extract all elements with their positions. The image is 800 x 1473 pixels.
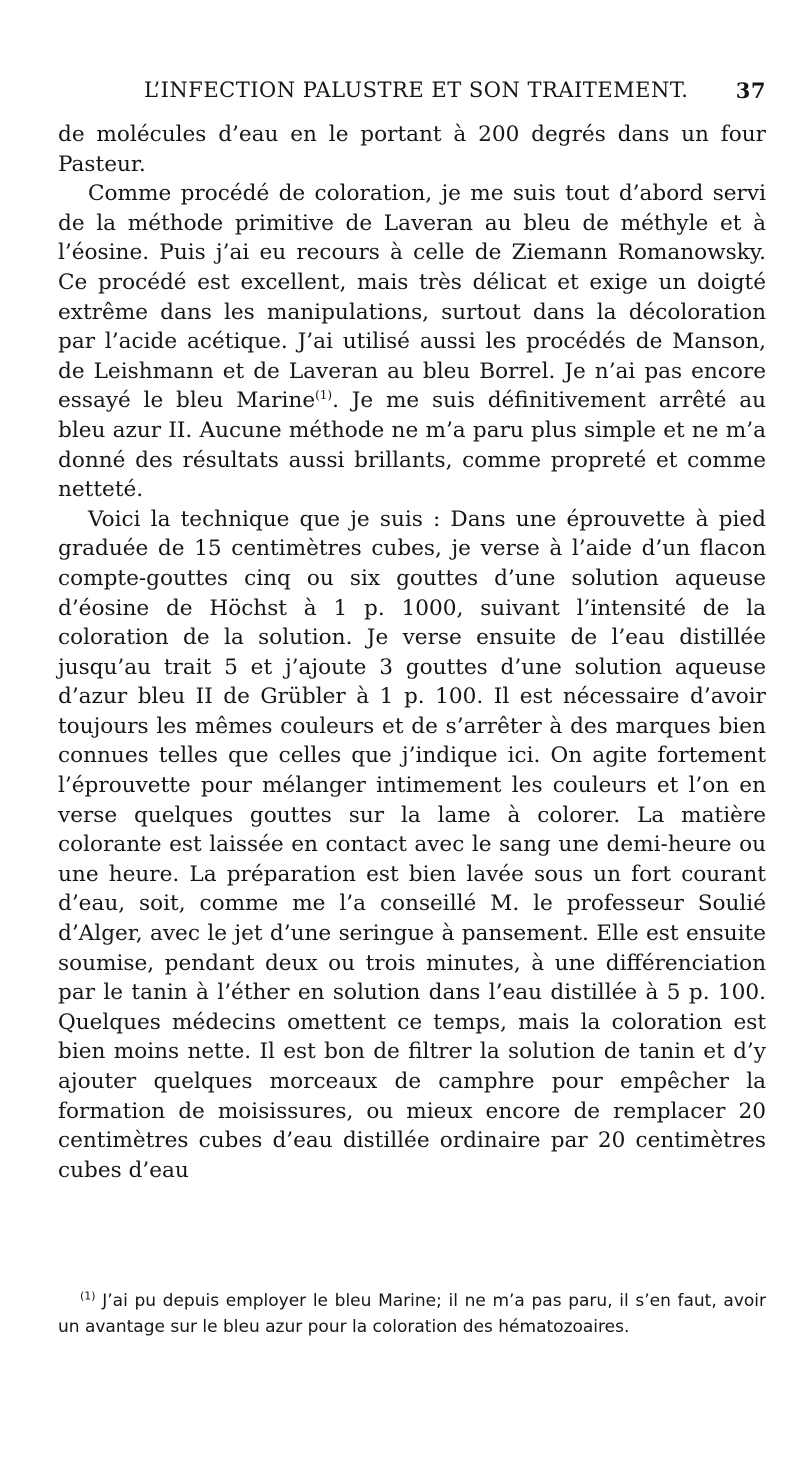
page-number: 37 (735, 78, 766, 103)
footnote-reference[interactable]: (1) (315, 388, 333, 403)
paragraph-continuation: de molécules d’eau en le portant à 200 degrés dans un four Pasteur. (58, 122, 766, 177)
paragraph-text: . Je me suis définitivement arrêté au bleu azur II. Aucune méthode ne m’a paru plus simple et ne m’a donné des résultats aussi brillants, comme propreté et comme netteté. (58, 388, 766, 503)
footnote-text: J’ai pu depuis employer le bleu Marine; il ne m’a pas paru, il s’en faut, avoir un avantage sur le bleu azur pour la coloration des hématozoaires. (58, 1291, 766, 1337)
paragraph-coloration-methods (58, 179, 766, 505)
paragraph-technique: Voici la technique que je suis : Dans une éprouvette à pied graduée de 15 centimètres cubes, je verse à l’aide d’un flacon compte-gouttes cinq ou six gouttes d’une solution aqueuse d’éosine de Höchst à 1 p. 1000, suivant l’intensité de la coloration de la solution. Je verse ensuite de l’eau distillée jusqu’au trait 5 et j’ajoute 3 gouttes d’une solution aqueuse d’azur bleu II de Grübler à 1 p. 100. Il est nécessaire d’avoir toujours les mêmes couleurs et de s’arrêter à des marques bien connues telles que celles que j’indique ici. On agite fortement l’éprouvette pour mélanger intimement les couleurs et l’on en verse quelques gouttes sur la lame à colorer. La matière colorante est laissée en contact avec le sang une demi-heure ou une heure. La préparation est bien lavée sous un fort courant d’eau, soit, comme me l’a conseillé M. le professeur Soulié d’Alger, avec le jet d’une seringue à pansement. Elle est ensuite soumise, pendant deux ou trois minutes, à une différenciation par le tanin à l’éther en solution dans l’eau distillée à 5 p. 100. Quelques médecins omettent ce temps, mais la coloration est bien moins nette. Il est bon de filtrer la solution de tanin et d’y ajouter quelques morceaux de camphre pour empêcher la formation de moisissures, ou mieux encore de remplacer 20 centimètres cubes d’eau distillée ordinaire par 20 centimètres cubes d’eau (58, 506, 766, 1183)
body-text (58, 120, 766, 1185)
footnote (58, 1288, 766, 1340)
running-title: L’INFECTION PALUSTRE ET SON TRAITEMENT. (144, 78, 689, 102)
page-header (130, 72, 766, 102)
paragraph-text: Comme procédé de coloration, je me suis tout d’abord servi de la méthode primitive de Laveran au bleu de méthyle et à l’éosine. Puis j’ai eu recours à celle de Ziemann Romanowsky. Ce procédé est excellent, mais très délicat et exige un doigté extrême dans les manipulations, surtout dans la décoloration par l’acide acétique. J’ai utilisé aussi les procédés de Manson, de Leishmann et de Laveran au bleu Borrel. Je n’ai pas encore essayé le bleu Marine (58, 181, 766, 414)
footnote-marker: (1) (80, 1289, 96, 1303)
